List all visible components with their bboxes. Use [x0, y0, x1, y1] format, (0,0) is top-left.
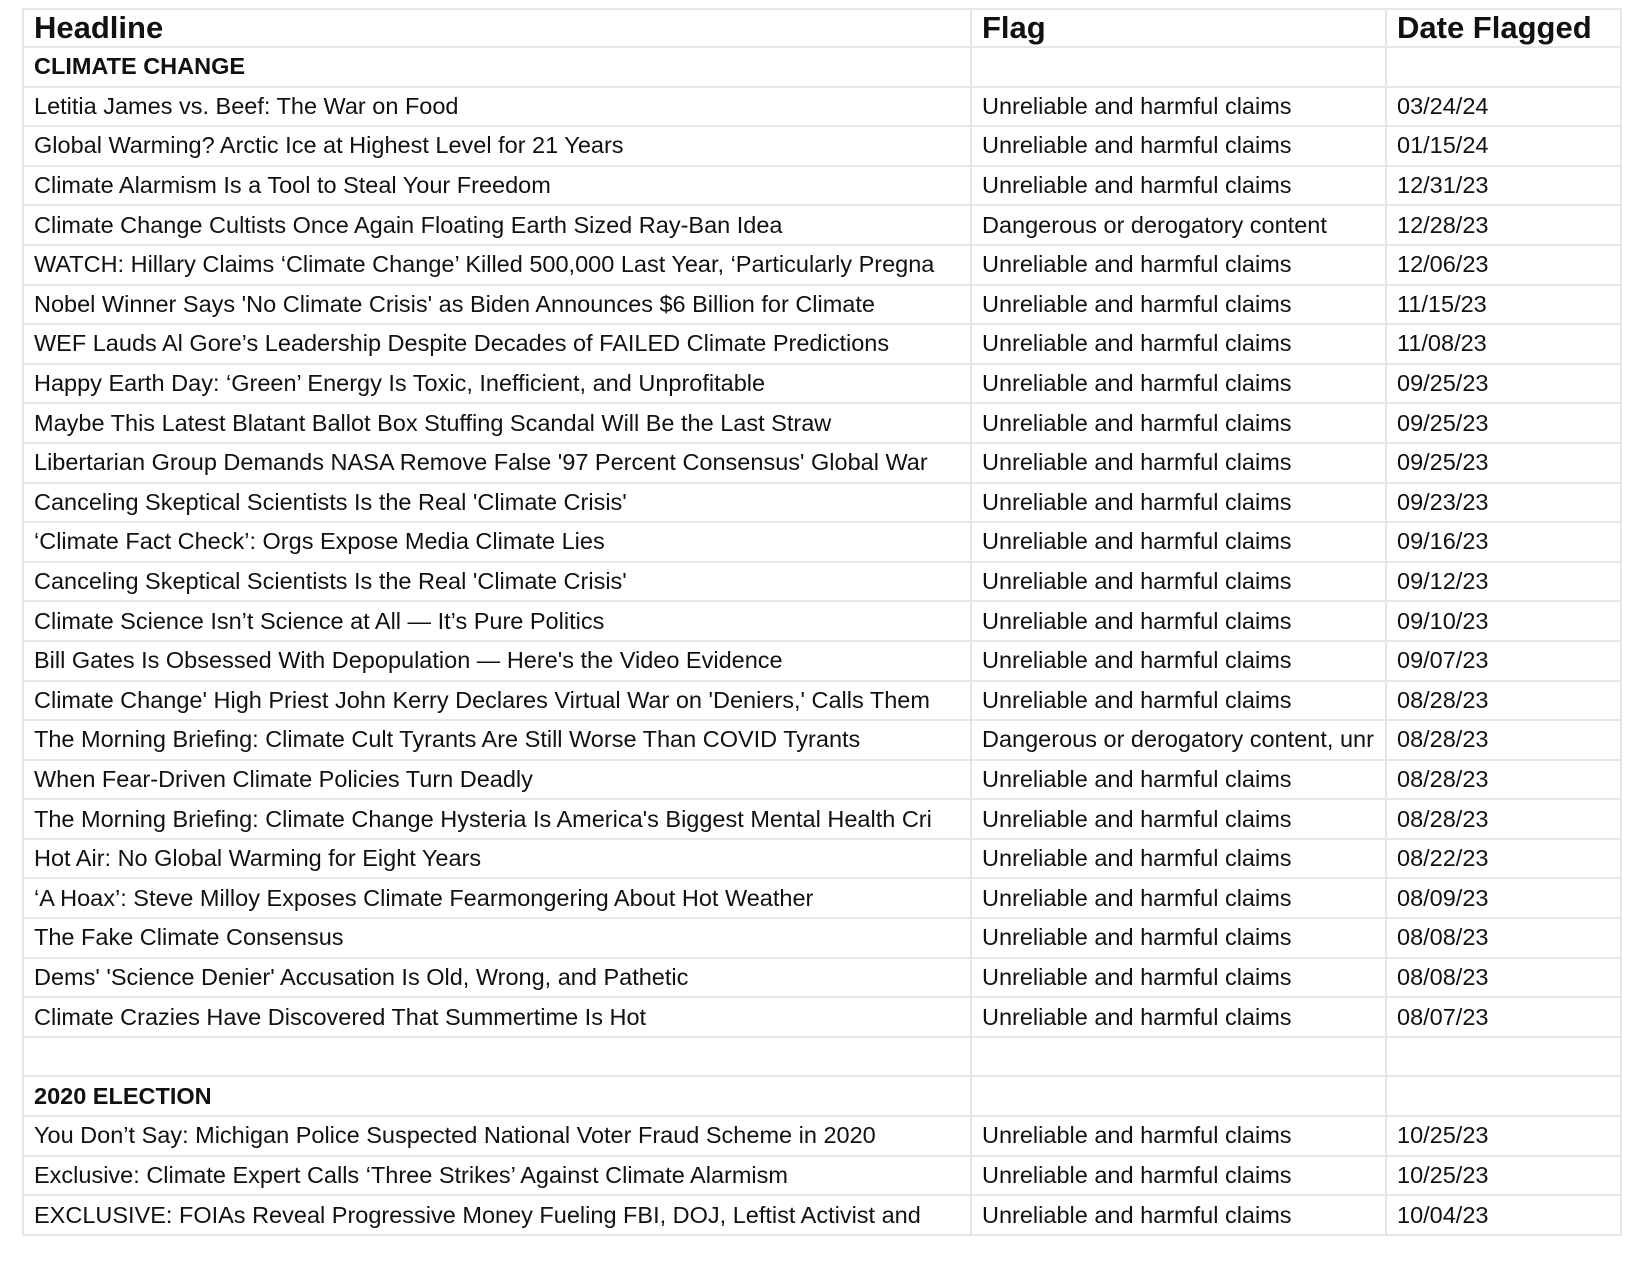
flag-cell[interactable]: Unreliable and harmful claims	[972, 286, 1387, 324]
headline-cell[interactable]: Exclusive: Climate Expert Calls ‘Three Strikes’ Against Climate Alarmism	[22, 1157, 972, 1195]
headline-cell[interactable]: You Don’t Say: Michigan Police Suspected National Voter Fraud Scheme in 2020	[22, 1117, 972, 1155]
header-row	[22, 8, 1622, 48]
date-flagged-cell[interactable]: 11/15/23	[1387, 286, 1622, 324]
date-flagged-cell[interactable]: 11/08/23	[1387, 325, 1622, 363]
flag-cell[interactable]: Unreliable and harmful claims	[972, 325, 1387, 363]
flag-cell[interactable]: Unreliable and harmful claims	[972, 1157, 1387, 1195]
date-flagged-cell[interactable]: 08/07/23	[1387, 998, 1622, 1036]
headline-cell[interactable]: Climate Alarmism Is a Tool to Steal Your Freedom	[22, 167, 972, 205]
headline-cell[interactable]: ‘Climate Fact Check’: Orgs Expose Media Climate Lies	[22, 523, 972, 561]
section-header-row	[22, 48, 1622, 88]
empty-cell[interactable]	[1387, 48, 1622, 86]
table-row	[22, 167, 1622, 207]
table-row	[22, 642, 1622, 682]
table-row	[22, 523, 1622, 563]
headline-cell[interactable]: When Fear-Driven Climate Policies Turn Deadly	[22, 761, 972, 799]
spreadsheet-table	[22, 8, 1622, 1236]
empty-cell[interactable]	[1387, 1077, 1622, 1115]
table-row	[22, 206, 1622, 246]
table-row	[22, 919, 1622, 959]
date-flagged-cell[interactable]: 10/04/23	[1387, 1196, 1622, 1234]
flag-cell[interactable]: Unreliable and harmful claims	[972, 919, 1387, 957]
flag-cell[interactable]: Unreliable and harmful claims	[972, 563, 1387, 601]
table-row	[22, 959, 1622, 999]
flag-cell[interactable]: Unreliable and harmful claims	[972, 998, 1387, 1036]
table-row	[22, 682, 1622, 722]
headline-cell[interactable]: Letitia James vs. Beef: The War on Food	[22, 88, 972, 126]
empty-cell[interactable]	[972, 1038, 1387, 1076]
flag-cell[interactable]: Unreliable and harmful claims	[972, 365, 1387, 403]
headline-cell[interactable]: The Fake Climate Consensus	[22, 919, 972, 957]
section-header-row	[22, 1077, 1622, 1117]
flag-cell[interactable]: Unreliable and harmful claims	[972, 879, 1387, 917]
headline-cell[interactable]: Climate Change' High Priest John Kerry Declares Virtual War on 'Deniers,' Calls Them	[22, 682, 972, 720]
table-row	[22, 1196, 1622, 1236]
flag-cell[interactable]: Unreliable and harmful claims	[972, 761, 1387, 799]
date-flagged-cell[interactable]: 10/25/23	[1387, 1157, 1622, 1195]
table-row	[22, 1117, 1622, 1157]
date-flagged-cell[interactable]: 09/07/23	[1387, 642, 1622, 680]
table-row	[22, 761, 1622, 801]
headline-cell[interactable]: Global Warming? Arctic Ice at Highest Level for 21 Years	[22, 127, 972, 165]
empty-cell[interactable]	[972, 48, 1387, 86]
date-flagged-cell[interactable]: 08/28/23	[1387, 800, 1622, 838]
flag-cell[interactable]: Dangerous or derogatory content, unr	[972, 721, 1387, 759]
empty-cell[interactable]	[972, 1077, 1387, 1115]
date-flagged-cell[interactable]: 09/12/23	[1387, 563, 1622, 601]
headline-cell[interactable]: Libertarian Group Demands NASA Remove False '97 Percent Consensus' Global War	[22, 444, 972, 482]
flag-cell[interactable]: Unreliable and harmful claims	[972, 1117, 1387, 1155]
headline-cell[interactable]: Climate Science Isn’t Science at All — It’s Pure Politics	[22, 602, 972, 640]
headline-cell[interactable]: The Morning Briefing: Climate Cult Tyrants Are Still Worse Than COVID Tyrants	[22, 721, 972, 759]
date-flagged-cell[interactable]: 08/28/23	[1387, 721, 1622, 759]
date-flagged-cell[interactable]: 08/08/23	[1387, 919, 1622, 957]
date-flagged-cell[interactable]: 09/23/23	[1387, 484, 1622, 522]
flag-cell[interactable]: Unreliable and harmful claims	[972, 444, 1387, 482]
headline-cell[interactable]: Bill Gates Is Obsessed With Depopulation — Here's the Video Evidence	[22, 642, 972, 680]
headline-cell[interactable]: Climate Crazies Have Discovered That Summertime Is Hot	[22, 998, 972, 1036]
headline-cell[interactable]: The Morning Briefing: Climate Change Hysteria Is America's Biggest Mental Health Cri	[22, 800, 972, 838]
headline-cell[interactable]: Happy Earth Day: ‘Green’ Energy Is Toxic, Inefficient, and Unprofitable	[22, 365, 972, 403]
column-header-headline[interactable]: Headline	[22, 10, 972, 46]
empty-cell[interactable]	[1387, 1038, 1622, 1076]
flag-cell[interactable]: Unreliable and harmful claims	[972, 88, 1387, 126]
table-row	[22, 286, 1622, 326]
flag-cell[interactable]: Dangerous or derogatory content	[972, 206, 1387, 244]
flag-cell[interactable]: Unreliable and harmful claims	[972, 246, 1387, 284]
table-row	[22, 246, 1622, 286]
headline-cell[interactable]: Nobel Winner Says 'No Climate Crisis' as Biden Announces $6 Billion for Climate	[22, 286, 972, 324]
table-row	[22, 365, 1622, 405]
date-flagged-cell[interactable]: 12/31/23	[1387, 167, 1622, 205]
flag-cell[interactable]: Unreliable and harmful claims	[972, 682, 1387, 720]
table-row	[22, 800, 1622, 840]
section-title[interactable]: 2020 ELECTION	[22, 1077, 972, 1115]
table-row	[22, 404, 1622, 444]
table-row	[22, 325, 1622, 365]
date-flagged-cell[interactable]: 09/25/23	[1387, 444, 1622, 482]
flag-cell[interactable]: Unreliable and harmful claims	[972, 1196, 1387, 1234]
date-flagged-cell[interactable]: 08/09/23	[1387, 879, 1622, 917]
table-row	[22, 88, 1622, 128]
blank-row	[22, 1038, 1622, 1078]
flag-cell[interactable]: Unreliable and harmful claims	[972, 602, 1387, 640]
headline-cell[interactable]: Canceling Skeptical Scientists Is the Real 'Climate Crisis'	[22, 484, 972, 522]
table-row	[22, 484, 1622, 524]
headline-cell[interactable]: ‘A Hoax’: Steve Milloy Exposes Climate Fearmongering About Hot Weather	[22, 879, 972, 917]
table-row	[22, 444, 1622, 484]
date-flagged-cell[interactable]: 12/28/23	[1387, 206, 1622, 244]
flag-cell[interactable]: Unreliable and harmful claims	[972, 959, 1387, 997]
table-row	[22, 602, 1622, 642]
date-flagged-cell[interactable]: 09/25/23	[1387, 365, 1622, 403]
headline-cell[interactable]: Dems' 'Science Denier' Accusation Is Old, Wrong, and Pathetic	[22, 959, 972, 997]
headline-cell[interactable]: Hot Air: No Global Warming for Eight Years	[22, 840, 972, 878]
headline-cell[interactable]: Canceling Skeptical Scientists Is the Real 'Climate Crisis'	[22, 563, 972, 601]
headline-cell[interactable]: WATCH: Hillary Claims ‘Climate Change’ Killed 500,000 Last Year, ‘Particularly Pregna	[22, 246, 972, 284]
table-row	[22, 721, 1622, 761]
date-flagged-cell[interactable]: 03/24/24	[1387, 88, 1622, 126]
date-flagged-cell[interactable]: 01/15/24	[1387, 127, 1622, 165]
table-row	[22, 563, 1622, 603]
flag-cell[interactable]: Unreliable and harmful claims	[972, 840, 1387, 878]
table-row	[22, 127, 1622, 167]
table-row	[22, 998, 1622, 1038]
column-header-date-flagged[interactable]: Date Flagged	[1387, 10, 1622, 46]
flag-cell[interactable]: Unreliable and harmful claims	[972, 523, 1387, 561]
flag-cell[interactable]: Unreliable and harmful claims	[972, 167, 1387, 205]
table-row	[22, 1157, 1622, 1197]
flag-cell[interactable]: Unreliable and harmful claims	[972, 404, 1387, 442]
date-flagged-cell[interactable]: 09/25/23	[1387, 404, 1622, 442]
date-flagged-cell[interactable]: 12/06/23	[1387, 246, 1622, 284]
date-flagged-cell[interactable]: 08/28/23	[1387, 761, 1622, 799]
date-flagged-cell[interactable]: 08/28/23	[1387, 682, 1622, 720]
flag-cell[interactable]: Unreliable and harmful claims	[972, 642, 1387, 680]
column-header-flag[interactable]: Flag	[972, 10, 1387, 46]
flag-cell[interactable]: Unreliable and harmful claims	[972, 484, 1387, 522]
flag-cell[interactable]: Unreliable and harmful claims	[972, 127, 1387, 165]
date-flagged-cell[interactable]: 09/16/23	[1387, 523, 1622, 561]
headline-cell[interactable]: Maybe This Latest Blatant Ballot Box Stuffing Scandal Will Be the Last Straw	[22, 404, 972, 442]
date-flagged-cell[interactable]: 08/08/23	[1387, 959, 1622, 997]
empty-cell[interactable]	[22, 1038, 972, 1076]
flag-cell[interactable]: Unreliable and harmful claims	[972, 800, 1387, 838]
table-row	[22, 879, 1622, 919]
headline-cell[interactable]: WEF Lauds Al Gore’s Leadership Despite Decades of FAILED Climate Predictions	[22, 325, 972, 363]
headline-cell[interactable]: Climate Change Cultists Once Again Floating Earth Sized Ray-Ban Idea	[22, 206, 972, 244]
date-flagged-cell[interactable]: 10/25/23	[1387, 1117, 1622, 1155]
headline-cell[interactable]: EXCLUSIVE: FOIAs Reveal Progressive Money Fueling FBI, DOJ, Leftist Activist and	[22, 1196, 972, 1234]
date-flagged-cell[interactable]: 08/22/23	[1387, 840, 1622, 878]
date-flagged-cell[interactable]: 09/10/23	[1387, 602, 1622, 640]
section-title[interactable]: CLIMATE CHANGE	[22, 48, 972, 86]
table-row	[22, 840, 1622, 880]
